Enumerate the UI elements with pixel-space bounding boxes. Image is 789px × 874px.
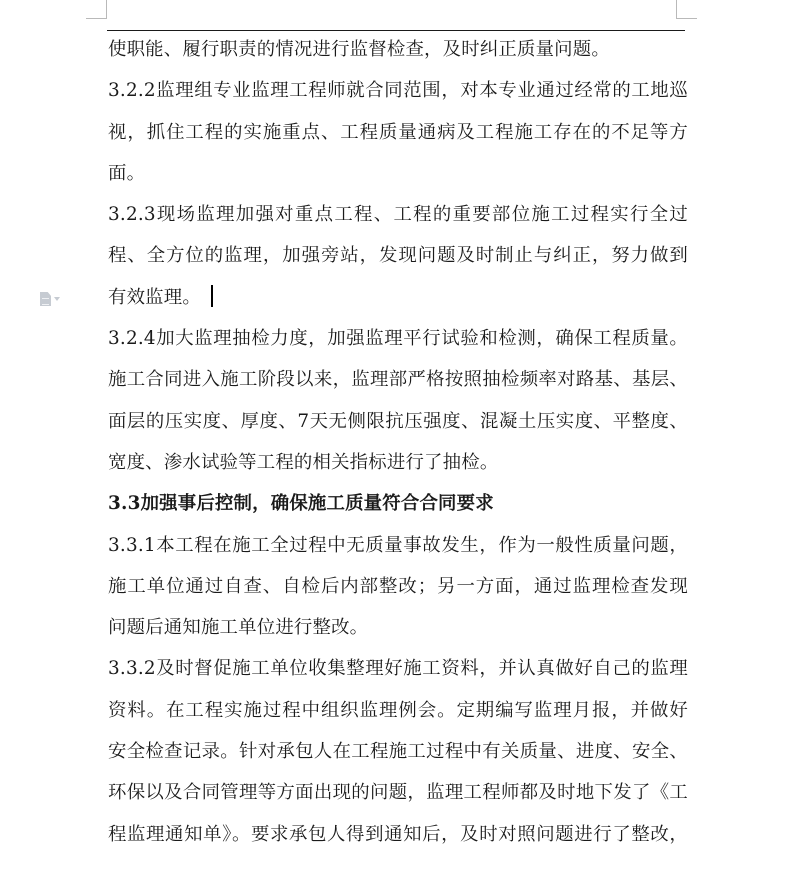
text-line: 3.2.4加大监理抽检力度，加强监理平行试验和检测，确保工程质量。 xyxy=(108,328,688,350)
text-line: 宽度、渗水试验等工程的相关指标进行了抽检。 xyxy=(108,451,499,473)
text-line: 3.3.1本工程在施工全过程中无质量事故发生，作为一般性质量问题， xyxy=(108,534,688,556)
paragraph-menu-button[interactable] xyxy=(40,291,68,307)
text-line: 3.2.3现场监理加强对重点工程、工程的重要部位施工过程实行全过 xyxy=(108,204,688,226)
text-line: 安全检查记录。针对承包人在工程施工过程中有关质量、进度、安全、 xyxy=(108,741,688,763)
chevron-down-icon xyxy=(54,297,60,301)
section-heading: 3.3加强事后控制，确保施工质量符合合同要求 xyxy=(108,493,494,515)
text-cursor xyxy=(211,285,213,307)
text-line: 程监理通知单》。要求承包人得到通知后，及时对照问题进行了整改， xyxy=(108,823,688,845)
text-line: 资料。在工程实施过程中组织监理例会。定期编写监理月报，并做好 xyxy=(108,699,688,721)
text-line: 施工合同进入施工阶段以来，监理部严格按照抽检频率对路基、基层、 xyxy=(108,369,688,391)
text-line: 3.2.2监理组专业监理工程师就合同范围，对本专业通过经常的工地巡 xyxy=(108,80,688,102)
text-line: 3.3.2及时督促施工单位收集整理好施工资料，并认真做好自己的监理 xyxy=(108,658,688,680)
text-line: 问题后通知施工单位进行整改。 xyxy=(108,617,369,639)
text-line: 视，抓住工程的实施重点、工程质量通病及工程施工存在的不足等方 xyxy=(108,121,688,143)
text-line: 环保以及合同管理等方面出现的问题，监理工程师都及时地下发了《工 xyxy=(108,782,688,804)
document-icon xyxy=(40,292,51,306)
text-line: 面。 xyxy=(108,162,146,184)
document-body[interactable] xyxy=(108,29,688,855)
text-line: 程、全方位的监理，加强旁站，发现问题及时制止与纠正，努力做到 xyxy=(108,245,688,267)
text-line: 有效监理。 xyxy=(108,286,201,308)
text-line: 面层的压实度、厚度、7天无侧限抗压强度、混凝土压实度、平整度、 xyxy=(108,410,688,432)
text-line-with-cursor xyxy=(108,277,688,318)
crop-mark-top-left xyxy=(86,0,107,19)
crop-mark-top-right xyxy=(676,0,697,19)
text-line: 使职能、履行职责的情况进行监督检查，及时纠正质量问题。 xyxy=(108,39,610,60)
text-line: 施工单位通过自查、自检后内部整改；另一方面，通过监理检查发现 xyxy=(108,575,688,597)
